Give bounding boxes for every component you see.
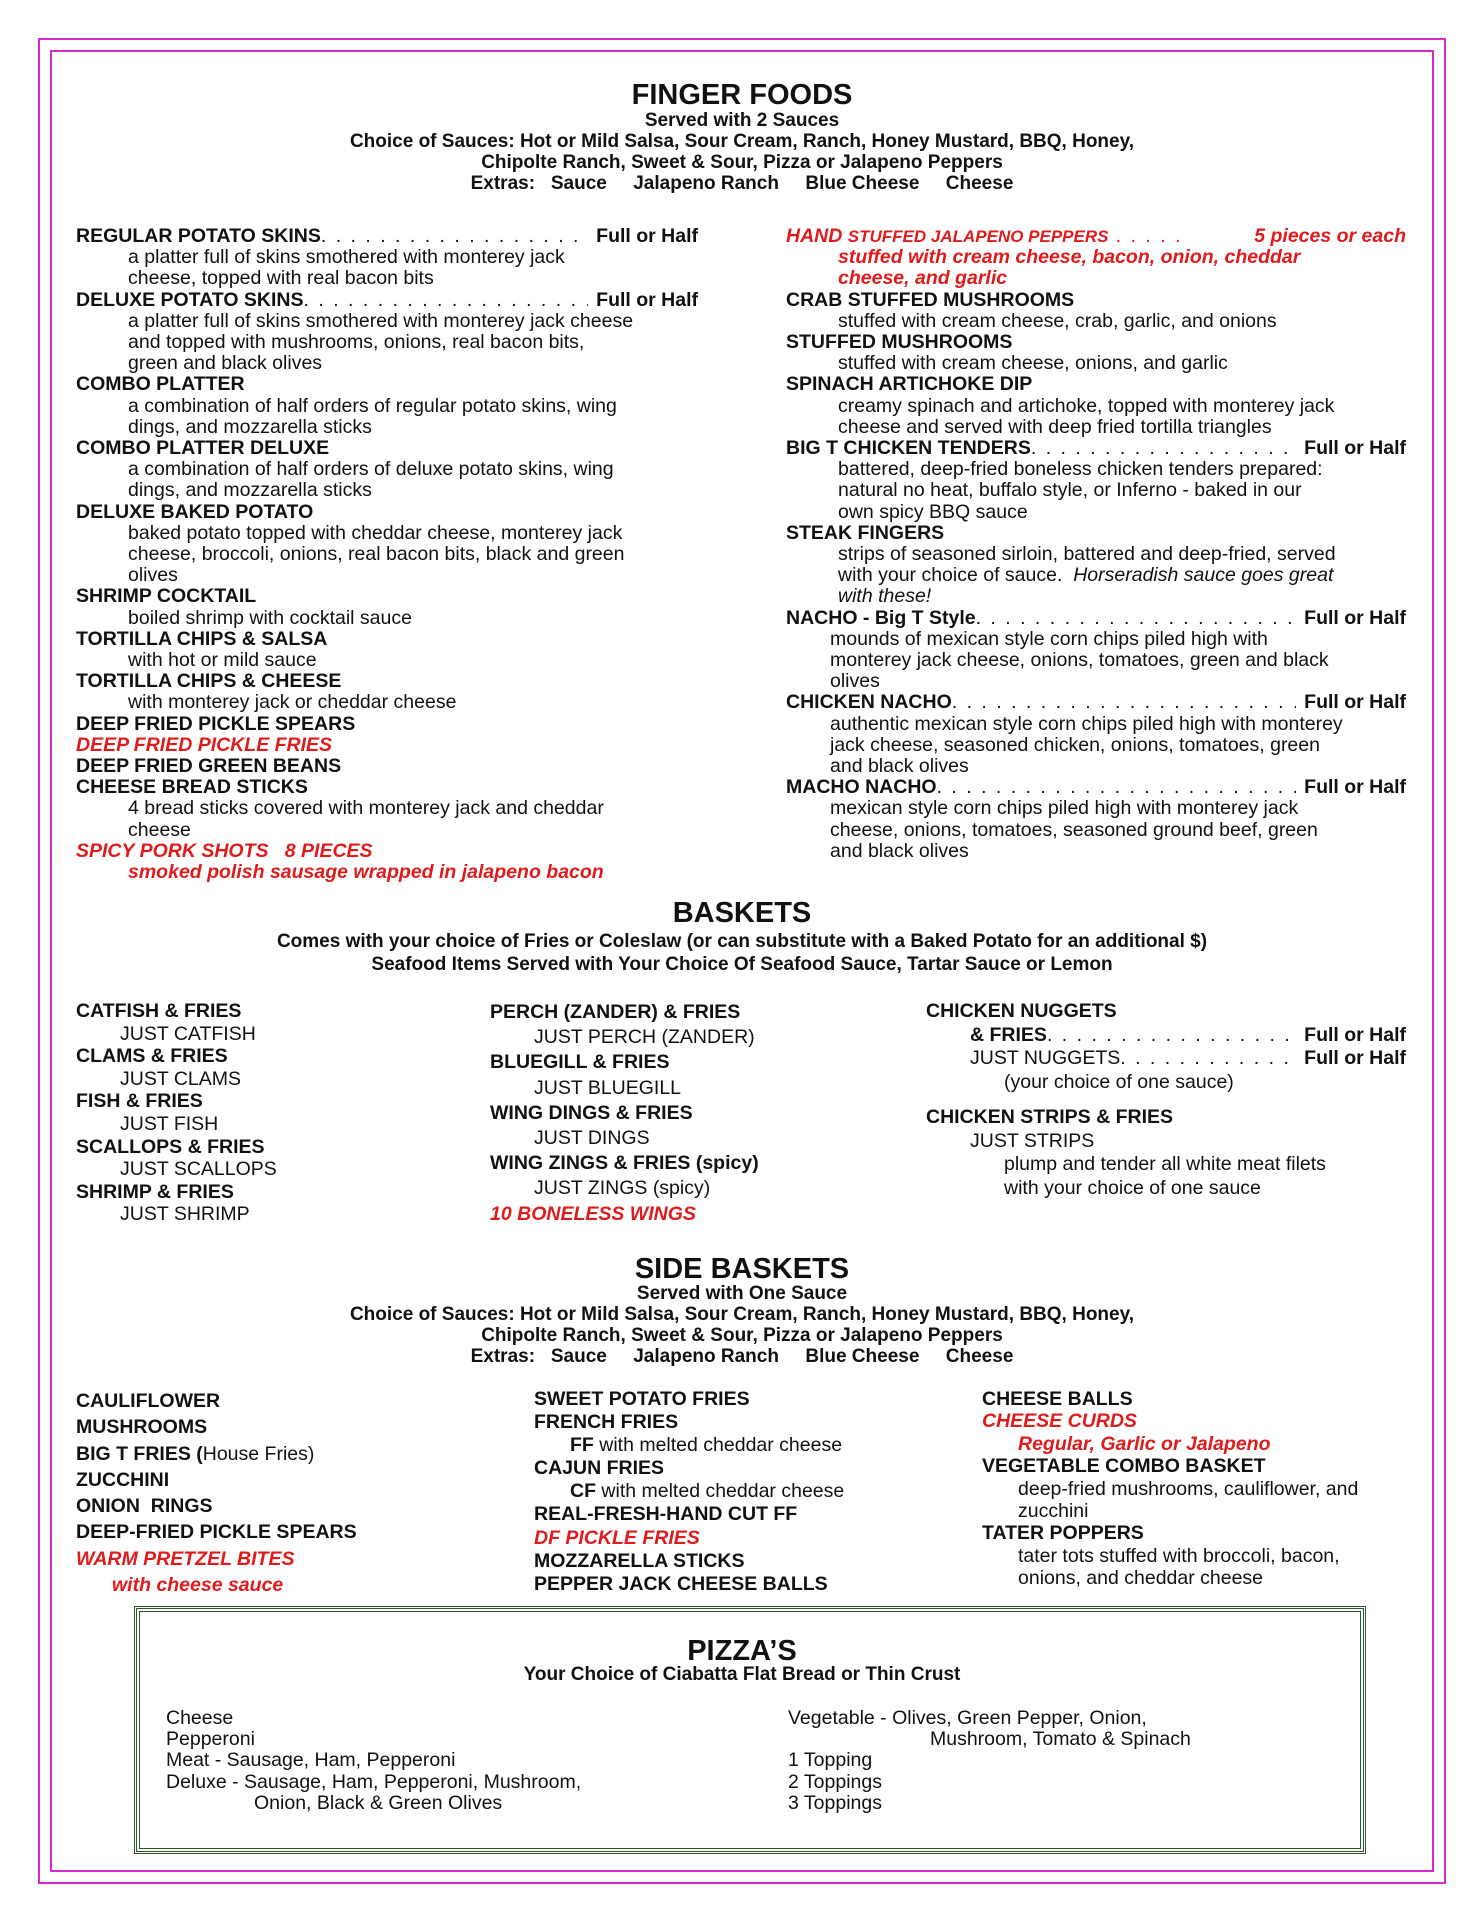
menu-item: DEEP FRIED GREEN BEANS (76, 755, 342, 778)
menu-item-just: JUST STRIPS (970, 1129, 1095, 1152)
menu-item-just: JUST BLUEGILL (534, 1076, 682, 1099)
baskets-column-3 (926, 1000, 1406, 1200)
item-description: cheese, topped with real bacon bits (128, 267, 434, 290)
menu-item: DELUXE POTATO SKINS . . . Full or Half (76, 290, 698, 311)
pizza-item: 3 Toppings (788, 1791, 882, 1814)
item-description: and black olives (830, 755, 969, 778)
baskets-column-1 (76, 1000, 277, 1226)
menu-item: CHEESE BALLS (982, 1388, 1133, 1410)
item-description: a combination of half orders of regular potato skins, wing (128, 394, 617, 417)
item-description-special: smoked polish sausage wrapped in jalapeno bacon (128, 861, 604, 884)
item-description: with hot or mild sauce (128, 649, 317, 672)
menu-item: CHEESE BREAD STICKS (76, 776, 308, 799)
side-baskets-sauces-1: Choice of Sauces: Hot or Mild Salsa, Sour Cream, Ranch, Honey Mustard, BBQ, Honey, (349, 1304, 1135, 1325)
menu-item: CAJUN FRIES (534, 1457, 665, 1480)
pizza-item-continued: Onion, Black & Green Olives (254, 1791, 503, 1814)
item-description: dings, and mozzarella sticks (128, 479, 372, 502)
finger-foods-extras: Extras: Sauce Jalapeno Ranch Blue Cheese Cheese (470, 173, 1014, 194)
item-description: strips of seasoned sirloin, battered and deep-fried, served (838, 543, 1336, 566)
item-description: boiled shrimp with cocktail sauce (128, 606, 412, 629)
menu-item: BLUEGILL & FRIES (490, 1051, 670, 1074)
item-description: cheese, onions, tomatoes, seasoned ground beef, green (830, 818, 1318, 841)
item-description: with monterey jack or cheddar cheese (128, 691, 457, 714)
item-description-special: stuffed with cream cheese, bacon, onion, cheddar (838, 246, 1301, 269)
menu-item: CHICKEN STRIPS & FRIES (926, 1106, 1174, 1128)
item-description: battered, deep-fried boneless chicken tenders prepared: (838, 458, 1323, 481)
item-description: stuffed with cream cheese, crab, garlic, and onions (838, 309, 1277, 332)
side-baskets-column-2 (534, 1388, 844, 1596)
item-description: green and black olives (128, 352, 323, 375)
menu-item: SHRIMP COCKTAIL (76, 585, 257, 608)
item-description: plump and tender all white meat filets (1004, 1153, 1326, 1175)
menu-item: DEEP FRIED PICKLE SPEARS (76, 712, 356, 735)
item-description: and topped with mushrooms, onions, real bacon bits, (128, 331, 585, 354)
pizza-item: Vegetable - Olives, Green Pepper, Onion, (788, 1707, 1147, 1729)
baskets-title: BASKETS (672, 897, 812, 929)
item-description: mounds of mexican style corn chips piled high with (830, 627, 1268, 650)
menu-item: CRAB STUFFED MUSHROOMS (786, 288, 1075, 311)
menu-item-just: JUST CLAMS (120, 1067, 241, 1090)
menu-item: CHICKEN NACHO . . . Full or Half (786, 692, 1406, 713)
item-description: zucchini (1018, 1500, 1089, 1523)
pizza-subtitle: Your Choice of Ciabatta Flat Bread or Thin Crust (523, 1664, 961, 1685)
item-description-special: with cheese sauce (112, 1574, 284, 1597)
pizza-item: Pepperoni (166, 1728, 255, 1751)
menu-item: COMBO PLATTER DELUXE (76, 437, 330, 460)
pizza-right-column (788, 1708, 1191, 1814)
item-description: onions, and cheddar cheese (1018, 1567, 1264, 1590)
menu-item-special: HAND STUFFED JALAPENO PEPPERS . . . . . 5 pieces or each (786, 225, 1406, 247)
pizza-item: 1 Topping (788, 1749, 873, 1772)
item-description: mexican style corn chips piled high with monterey jack (830, 797, 1299, 820)
item-description: with these! (838, 585, 932, 608)
menu-item-just: JUST DINGS (534, 1127, 650, 1150)
item-description: a combination of half orders of deluxe potato skins, wing (128, 458, 614, 481)
item-description: olives (830, 670, 880, 693)
finger-foods-sauces-2: Chipolte Ranch, Sweet & Sour, Pizza or Jalapeno Peppers (481, 152, 1003, 173)
menu-item: PEPPER JACK CHEESE BALLS (534, 1572, 828, 1595)
item-description: cheese (128, 818, 191, 841)
menu-item: WING ZINGS & FRIES (spicy) (490, 1152, 759, 1175)
item-description: a platter full of skins smothered with monterey jack (128, 246, 565, 269)
menu-item: NACHO - Big T Style . . . Full or Half (786, 608, 1406, 629)
menu-item: SWEET POTATO FRIES (534, 1388, 750, 1410)
pizza-item: Deluxe - Sausage, Ham, Pepperoni, Mushroom, (166, 1770, 582, 1793)
menu-item: FISH & FRIES (76, 1090, 203, 1113)
item-description: creamy spinach and artichoke, topped with monterey jack (838, 394, 1335, 417)
menu-item: SPINACH ARTICHOKE DIP (786, 373, 1033, 396)
menu-item: FRENCH FRIES (534, 1411, 679, 1434)
item-description: and black olives (830, 839, 969, 862)
menu-item: WING DINGS & FRIES (490, 1101, 693, 1124)
menu-item: TORTILLA CHIPS & CHEESE (76, 670, 342, 693)
item-description: with your choice of sauce. Horseradish sauce goes great (838, 564, 1334, 587)
menu-item-special: 10 BONELESS WINGS (490, 1202, 696, 1225)
menu-item-just: JUST PERCH (ZANDER) (534, 1026, 755, 1049)
menu-item-just: JUST FISH (120, 1112, 219, 1135)
menu-item-variant: FF with melted cheddar cheese (570, 1434, 843, 1457)
menu-item: VEGETABLE COMBO BASKET (982, 1455, 1266, 1478)
item-description: with your choice of one sauce (1004, 1176, 1261, 1199)
menu-item: BIG T FRIES (House Fries) (76, 1442, 315, 1465)
item-description: dings, and mozzarella sticks (128, 415, 372, 438)
item-description: cheese and served with deep fried tortilla triangles (838, 415, 1272, 438)
menu-item: MUSHROOMS (76, 1416, 208, 1439)
side-baskets-column-1 (76, 1388, 357, 1598)
menu-item: REAL-FRESH-HAND CUT FF (534, 1503, 798, 1526)
baskets-column-2 (490, 1000, 759, 1227)
menu-item-just: JUST ZINGS (spicy) (534, 1177, 711, 1200)
baskets-subtitle-2: Seafood Items Served with Your Choice Of Seafood Sauce, Tartar Sauce or Lemon (371, 954, 1113, 975)
menu-item-special: DEEP FRIED PICKLE FRIES (76, 733, 333, 756)
finger-foods-right-column (786, 226, 1406, 862)
pizza-item: Meat - Sausage, Ham, Pepperoni (166, 1749, 456, 1772)
menu-item: ONION RINGS (76, 1495, 213, 1518)
pizza-left-column (166, 1708, 581, 1814)
side-baskets-sauces-2: Chipolte Ranch, Sweet & Sour, Pizza or Jalapeno Peppers (481, 1325, 1003, 1346)
pizza-title: PIZZA’S (687, 1635, 797, 1667)
item-description-special: cheese, and garlic (838, 267, 1008, 290)
menu-item: COMBO PLATTER (76, 373, 245, 396)
finger-foods-title: FINGER FOODS (631, 79, 853, 111)
menu-item-just: JUST SHRIMP (120, 1203, 250, 1226)
item-description: authentic mexican style corn chips piled high with monterey (830, 712, 1343, 735)
item-description: stuffed with cream cheese, onions, and garlic (838, 352, 1228, 375)
baskets-subtitle-1: Comes with your choice of Fries or Coleslaw (or can substitute with a Baked Potato for an additional $) (276, 931, 1208, 952)
item-description: tater tots stuffed with broccoli, bacon, (1018, 1544, 1340, 1567)
menu-item: DELUXE BAKED POTATO (76, 500, 314, 523)
menu-item: REGULAR POTATO SKINS . . . Full or Half (76, 226, 698, 247)
side-baskets-title: SIDE BASKETS (634, 1253, 850, 1285)
menu-item: CLAMS & FRIES (76, 1045, 228, 1068)
item-description: (your choice of one sauce) (1004, 1070, 1234, 1093)
item-description: deep-fried mushrooms, cauliflower, and (1018, 1477, 1359, 1500)
menu-item-just: JUST CATFISH (120, 1022, 256, 1045)
item-description-special: Regular, Garlic or Jalapeno (1018, 1432, 1271, 1455)
menu-item-variant: CF with melted cheddar cheese (570, 1480, 845, 1503)
side-baskets-extras: Extras: Sauce Jalapeno Ranch Blue Cheese Cheese (470, 1346, 1014, 1367)
menu-item: MOZZARELLA STICKS (534, 1549, 745, 1572)
menu-item: CATFISH & FRIES (76, 1000, 242, 1022)
menu-item-special: DF PICKLE FRIES (534, 1526, 700, 1549)
item-description: natural no heat, buffalo style, or Inferno - baked in our (838, 479, 1302, 502)
item-description: a platter full of skins smothered with monterey jack cheese (128, 309, 634, 332)
side-baskets-subtitle: Served with One Sauce (636, 1283, 848, 1304)
item-description: monterey jack cheese, onions, tomatoes, green and black (830, 649, 1329, 672)
menu-item: MACHO NACHO . . . Full or Half (786, 777, 1406, 798)
item-description: own spicy BBQ sauce (838, 500, 1028, 523)
item-description: olives (128, 564, 178, 587)
menu-item: CHICKEN NUGGETS (926, 1000, 1117, 1022)
menu-item-just: JUST SCALLOPS (120, 1158, 277, 1181)
item-description: baked potato topped with cheddar cheese, monterey jack (128, 521, 623, 544)
menu-item: CAULIFLOWER (76, 1390, 221, 1412)
side-baskets-column-3 (982, 1388, 1358, 1590)
menu-item: SCALLOPS & FRIES (76, 1135, 265, 1158)
menu-item-special: CHEESE CURDS (982, 1410, 1137, 1433)
menu-item-special: WARM PRETZEL BITES (76, 1547, 295, 1570)
menu-item: & FRIES . . . Full or Half (926, 1024, 1406, 1048)
pizza-item: Cheese (166, 1707, 234, 1729)
menu-item: PERCH (ZANDER) & FRIES (490, 1001, 741, 1023)
pizza-item: 2 Toppings (788, 1770, 882, 1793)
item-description: 4 bread sticks covered with monterey jack and cheddar (128, 797, 604, 820)
item-description: cheese, broccoli, onions, real bacon bits, black and green (128, 543, 625, 566)
menu-item-special: SPICY PORK SHOTS 8 PIECES (76, 839, 373, 862)
item-description: jack cheese, seasoned chicken, onions, tomatoes, green (830, 733, 1320, 756)
menu-item: ZUCCHINI (76, 1468, 170, 1491)
finger-foods-left-column (76, 226, 698, 883)
menu-item-just: JUST NUGGETS . . . Full or Half (926, 1047, 1406, 1071)
menu-item: TATER POPPERS (982, 1522, 1144, 1545)
menu-item: SHRIMP & FRIES (76, 1180, 234, 1203)
finger-foods-subtitle: Served with 2 Sauces (644, 110, 840, 131)
menu-item: DEEP-FRIED PICKLE SPEARS (76, 1521, 357, 1544)
menu-item: STEAK FINGERS (786, 521, 945, 544)
menu-item: BIG T CHICKEN TENDERS . . . Full or Half (786, 438, 1406, 459)
menu-item: STUFFED MUSHROOMS (786, 331, 1013, 354)
pizza-item-continued: Mushroom, Tomato & Spinach (930, 1728, 1191, 1751)
menu-item: TORTILLA CHIPS & SALSA (76, 627, 328, 650)
finger-foods-sauces-1: Choice of Sauces: Hot or Mild Salsa, Sour Cream, Ranch, Honey Mustard, BBQ, Honey, (349, 131, 1135, 152)
